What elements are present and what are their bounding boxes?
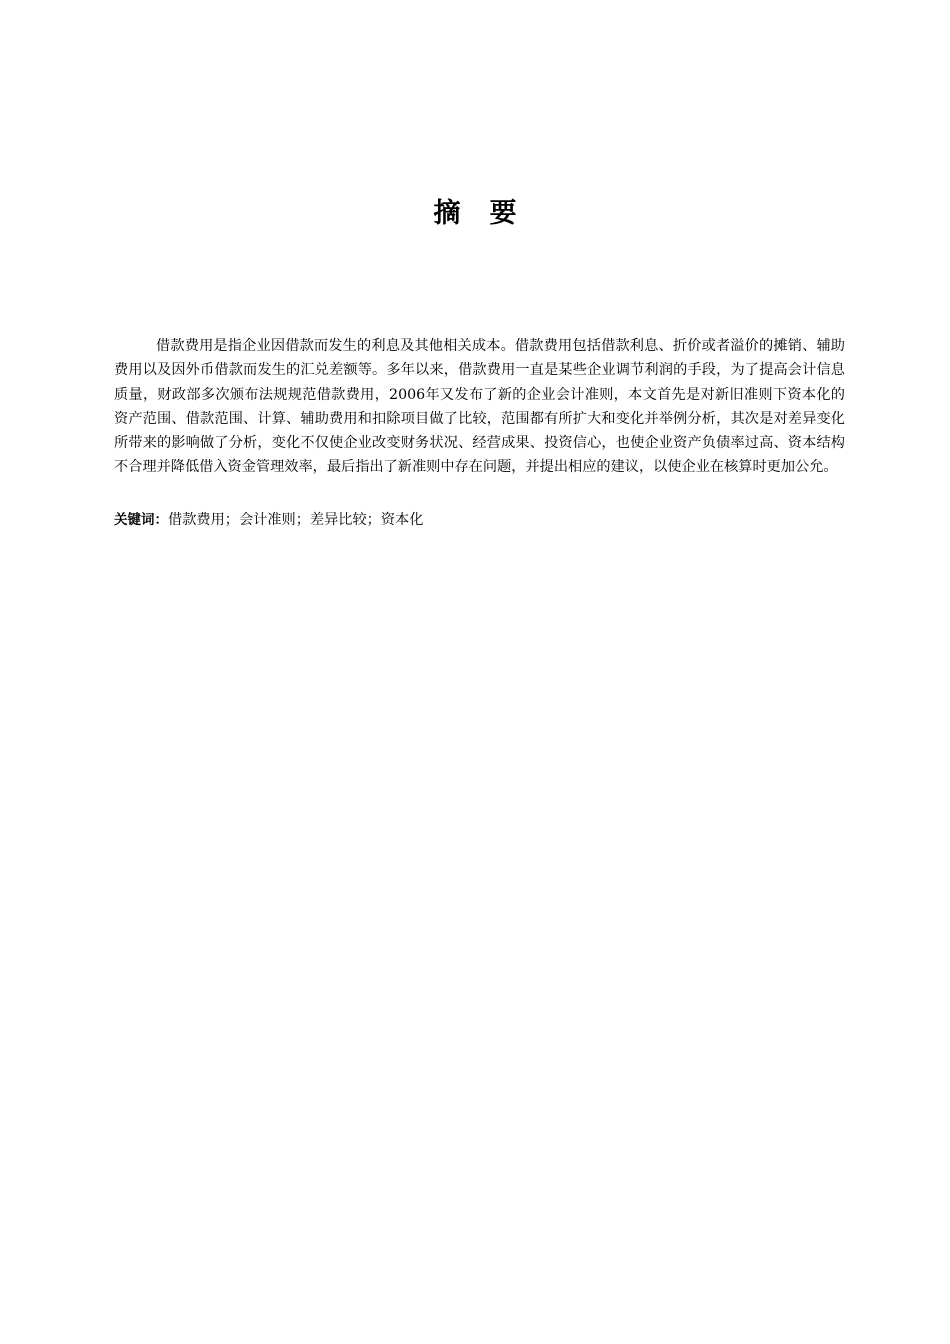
keywords-line xyxy=(114,508,845,532)
keywords-text: 借款费用；会计准则；差异比较；资本化 xyxy=(168,512,424,528)
abstract-paragraph: 借款费用是指企业因借款而发生的利息及其他相关成本。借款费用包括借款利息、折价或者溢价的摊销、辅助费用以及因外币借款而发生的汇兑差额等。多年以来，借款费用一直是某些企业调节利润的手段，为了提高会计信息质量，财政部多次颁布法规规范借款费用，2006年又发布了新的企业会计准则，本文首先是对新旧准则下资本化的资产范围、借款范围、计算、辅助费用和扣除项目做了比较，范围都有所扩大和变化并举例分析，其次是对差异变化所带来的影响做了分析，变化不仅使企业改变财务状况、经营成果、投资信心，也使企业资产负债率过高、资本结构不合理并降低借入资金管理效率，最后指出了新准则中存在问题，并提出相应的建议，以使企业在核算时更加公允。 xyxy=(114,338,845,476)
page-title: 摘要 xyxy=(433,198,546,229)
keywords-label: 关键词： xyxy=(114,512,168,528)
